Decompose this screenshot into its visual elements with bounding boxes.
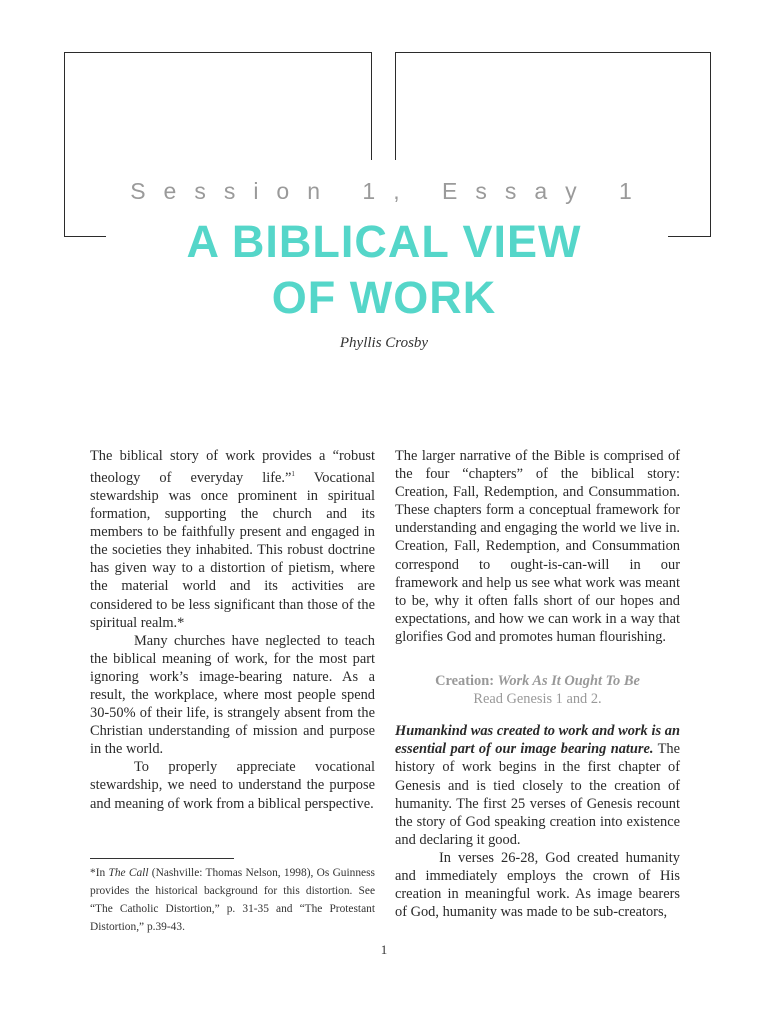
title-line-2: OF WORK — [271, 272, 497, 323]
text: The history of work begins in the first chapter of Genesis and is tied closely to the creation of humanity. The first 25 verses of Genesis recount the story of God speaking creation into existence and declaring it good. — [395, 741, 680, 848]
paragraph — [90, 447, 375, 632]
decorative-frame-right — [395, 52, 711, 237]
section-heading-label: Creation: — [435, 673, 498, 690]
text: The biblical story of work provides a “robust theology of everyday life.” — [90, 448, 375, 486]
section-heading — [395, 672, 680, 690]
left-column — [90, 447, 375, 813]
lead-sentence: Humankind was created to work and work is an essential part of our image bearing nature. — [395, 723, 680, 758]
paragraph — [395, 722, 680, 849]
footnote — [90, 864, 375, 936]
footnote-marker: 1 — [291, 470, 295, 479]
paragraph: In verses 26-28, God created humanity and immediately employs the crown of His creation in meaningful work. As image bearers of God, humanity was made to be sub-creators, — [395, 849, 680, 921]
reading-reference: Read Genesis 1 and 2. — [473, 691, 602, 708]
author-name: Phyllis Crosby — [339, 335, 429, 351]
paragraph: The larger narrative of the Bible is comprised of the four “chapters” of the biblical story: Creation, Fall, Redemption, and Consummation. These chapters form a conceptual framework for understanding and engaging the world we live in. Creation, Fall, Redemption, and Consummation correspond to ought-is-can-will in our framework and help us see what work was meant to be, why it often falls short of our hopes and expectations, and how we can work in a way that glorifies God and promotes human flourishing. — [395, 448, 680, 645]
decorative-frame-left — [64, 52, 372, 237]
title-line-1: A BIBLICAL VIEW — [186, 216, 582, 267]
section-heading-subtitle: Work As It Ought To Be — [497, 673, 640, 690]
right-column — [395, 447, 680, 921]
paragraph: Many churches have neglected to teach the biblical meaning of work, for the most part ignoring work’s image-bearing nature. As a result, the workplace, where most people spend 30-50% of their life, is strangely absent from the Christian understanding of mission and purpose in the world. — [90, 632, 375, 758]
text: (Nashville: Thomas Nelson, 1998), Os Guinness provides the historical background for this distortion. See “The Catholic Distortion,” p. 31-35 and “The Protestant Distortion,” p.39-43. — [90, 867, 375, 933]
session-label: Session 1, Essay 1 — [130, 178, 650, 204]
text: *In — [90, 867, 109, 879]
footnote-rule — [90, 858, 234, 859]
page-number: 1 — [380, 942, 388, 957]
text: Vocational stewardship was once prominent in spiritual formation, supporting the church and its members to be faithfully present and engaged in the societies they inhabited. This robust doctrine has given way to a distortion of pietism, where the material world and its activities are considered to be less significant than those of the spiritual realm.* — [90, 469, 375, 631]
book-title: The Call — [108, 867, 149, 879]
paragraph: To properly appreciate vocational stewardship, we need to understand the purpose and meaning of work from a biblical perspective. — [90, 759, 375, 812]
page-title — [0, 214, 768, 326]
